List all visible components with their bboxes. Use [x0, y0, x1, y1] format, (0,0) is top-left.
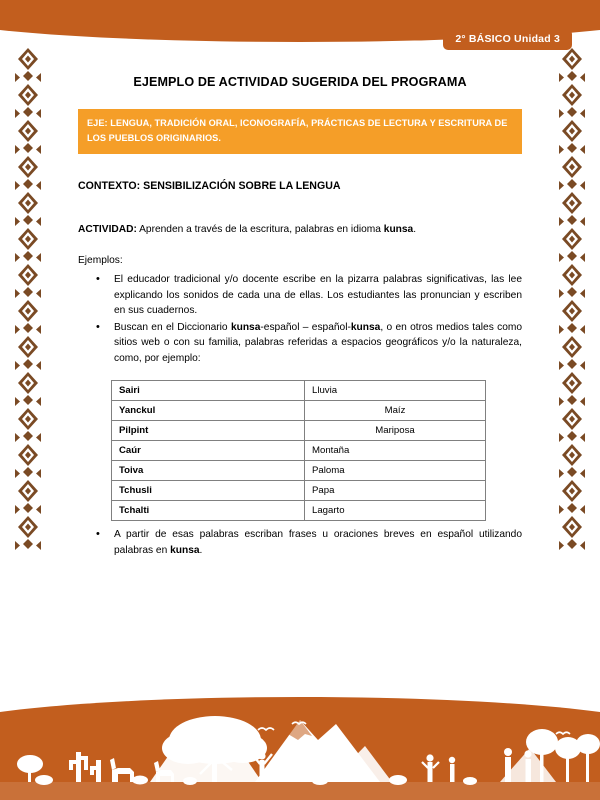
bullet-2-text-3: , o en otros medios tales como sitios web o con su familia, palabras referidas a espacios geográficos y/o la naturaleza, como, por ejemplo: [114, 321, 523, 364]
actividad-text-1: Aprenden a través de la escritura, palabras en idioma [136, 224, 384, 236]
table-cell-term: Yanckul [112, 401, 305, 421]
bullet-3-keyword: kunsa [170, 544, 200, 556]
table-row [112, 401, 486, 421]
document-content [78, 48, 522, 559]
list-item [112, 320, 522, 367]
page-title: EJEMPLO DE ACTIVIDAD SUGERIDA DEL PROGRAMA [133, 75, 467, 89]
bullet-2-keyword-1: kunsa [230, 321, 261, 333]
ejemplos-label: Ejemplos: [78, 255, 123, 267]
unit-badge: 2° BÁSICO Unidad 3 [443, 29, 572, 50]
bullet-2-keyword-2: kunsa [350, 321, 381, 333]
table-cell-meaning: Maíz [305, 401, 486, 421]
table-cell-meaning: Lluvia [305, 381, 486, 401]
table-row [112, 501, 486, 521]
actividad-text-2: . [413, 224, 417, 236]
list-item [112, 272, 522, 319]
contexto-heading: CONTEXTO: SENSIBILIZACIÓN SOBRE LA LENGUA [78, 180, 341, 193]
table-cell-term: Tchalti [112, 501, 305, 521]
vocabulary-table-body [112, 381, 486, 521]
table-cell-term: Toiva [112, 461, 305, 481]
table-cell-meaning: Montaña [305, 441, 486, 461]
bullet-2-text-2: -español – español- [260, 321, 351, 333]
left-border-pattern [11, 48, 45, 560]
table-cell-term: Pilpint [112, 421, 305, 441]
bottom-landscape-illustration [0, 690, 600, 800]
right-border-pattern [555, 48, 589, 560]
bullet-3-text-1: A partir de esas palabras escriban frases u oraciones breves en español utilizando palabras en [114, 529, 522, 556]
table-row [112, 461, 486, 481]
actividad-keyword: kunsa [383, 224, 414, 236]
table-cell-meaning: Papa [305, 481, 486, 501]
vocabulary-table [111, 380, 486, 521]
bullet-2-text-1: Buscan en el Diccionario [114, 321, 231, 333]
table-cell-meaning: Lagarto [305, 501, 486, 521]
eje-banner: EJE: LENGUA, TRADICIÓN ORAL, ICONOGRAFÍA, PRÁCTICAS DE LECTURA Y ESCRITURA DE LOS PUEBLOS ORIGINARIOS. [78, 109, 522, 154]
closing-list [78, 527, 522, 558]
table-row [112, 441, 486, 461]
table-cell-term: Sairi [112, 381, 305, 401]
table-cell-term: Caúr [112, 441, 305, 461]
table-row [112, 481, 486, 501]
table-cell-meaning: Paloma [305, 461, 486, 481]
table-row [112, 381, 486, 401]
list-item [112, 527, 522, 558]
actividad-label: ACTIVIDAD: [78, 224, 137, 236]
table-cell-meaning: Mariposa [305, 421, 486, 441]
actividad-paragraph [78, 223, 522, 238]
table-cell-term: Tchusli [112, 481, 305, 501]
bullet-1-text: El educador tradicional y/o docente escribe en la pizarra palabras significativas, las lee explicando los sonidos de cada una de ellas. Los estudiantes las pronuncian y escriben en sus cuadernos. [114, 274, 522, 317]
bullet-3-text-2: . [199, 544, 203, 556]
examples-list [78, 272, 522, 366]
table-row [112, 421, 486, 441]
